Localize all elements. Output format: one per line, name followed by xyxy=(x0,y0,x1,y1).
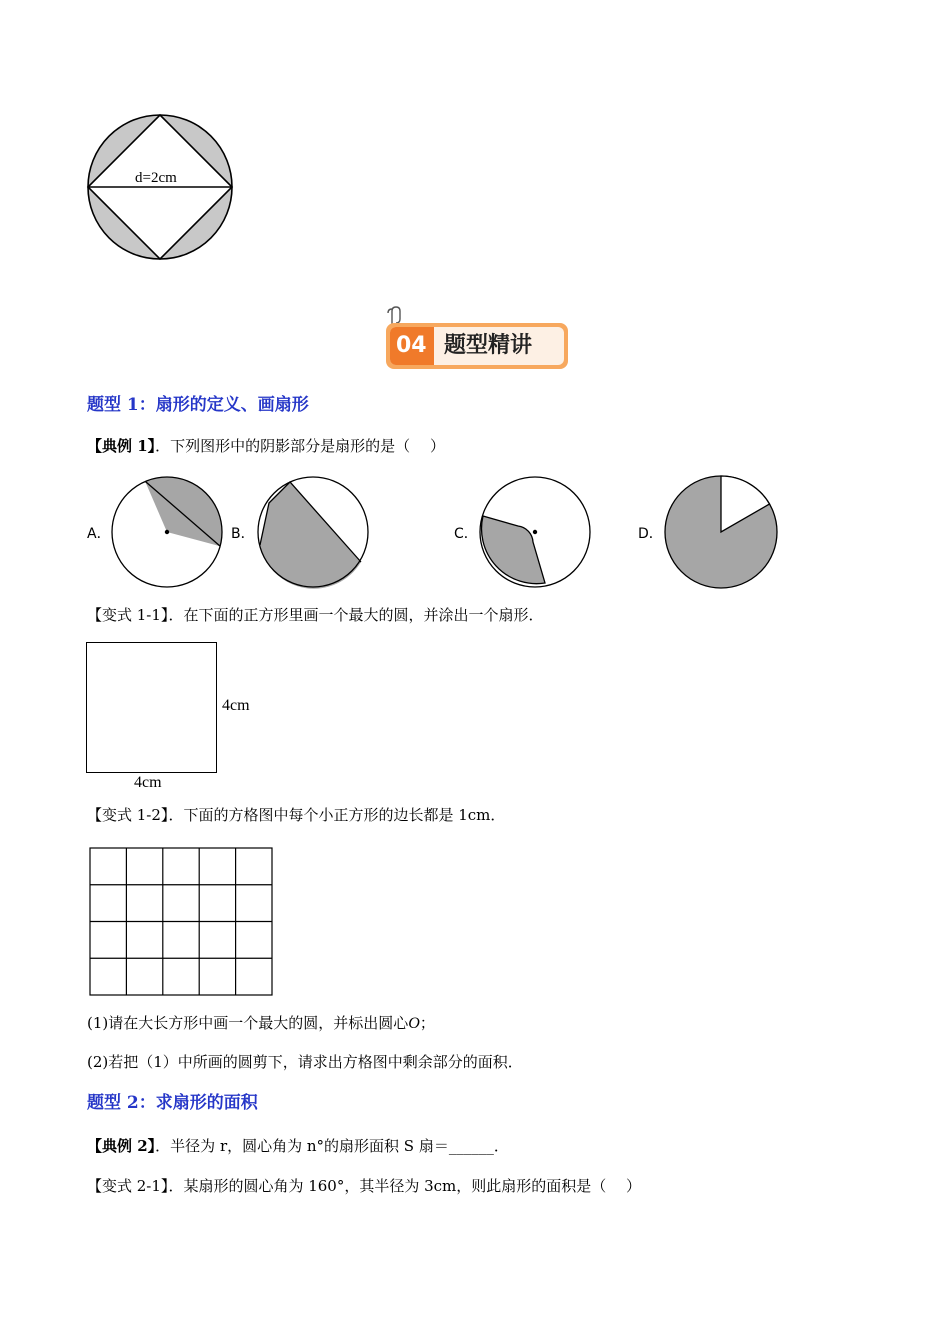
variant2-1-text: ．某扇形的圆心角为 160°，其半径为 3cm，则此扇形的面积是（ ） xyxy=(168,1177,642,1195)
option-a-label: A． xyxy=(87,526,111,542)
section-banner xyxy=(378,305,573,375)
q1-text: (1)请在大长方形中画一个最大的圆，并标出圆心 xyxy=(87,1014,409,1032)
example2-tag: 【典例 2】 xyxy=(87,1137,156,1155)
variant1-2-q2: (2)若把（1）中所画的圆剪下，请求出方格图中剩余部分的面积． xyxy=(87,1053,523,1071)
variant1-2-line xyxy=(87,805,505,825)
banner-number: 04 xyxy=(396,333,427,358)
variant1-2-q1 xyxy=(87,1013,435,1034)
section2-heading: 题型 2：求扇形的面积 xyxy=(87,1093,258,1113)
square-side-label: 4cm xyxy=(222,697,250,714)
section1-heading: 题型 1：扇形的定义、画扇形 xyxy=(87,395,309,415)
variant2-1-tag: 【变式 2-1】 xyxy=(87,1177,169,1195)
q1-end: ； xyxy=(419,1014,435,1032)
option-d-figure[interactable] xyxy=(662,473,780,591)
option-c-label: C． xyxy=(454,526,478,542)
example2-text: ．半径为 r，圆心角为 n°的扇形面积 S 扇＝______． xyxy=(155,1137,509,1155)
circle-square-figure xyxy=(85,112,237,264)
variant1-2-tag: 【变式 1-2】 xyxy=(87,806,169,824)
square-figure xyxy=(86,642,217,773)
example2-line xyxy=(87,1136,509,1156)
example1-tag: 【典例 1】 xyxy=(87,437,156,455)
option-b-label: B． xyxy=(231,526,255,542)
grid-figure xyxy=(89,847,274,997)
banner-title: 题型精讲 xyxy=(444,333,533,358)
option-a-figure[interactable] xyxy=(110,475,224,589)
square-bottom-label: 4cm xyxy=(134,774,162,791)
variant1-1-text: ．在下面的正方形里画一个最大的圆，并涂出一个扇形． xyxy=(168,606,544,624)
option-c-figure[interactable] xyxy=(478,475,592,589)
variant1-1-tag: 【变式 1-1】 xyxy=(87,606,169,624)
center-symbol: O xyxy=(408,1015,420,1032)
option-d-label: D． xyxy=(638,526,663,542)
variant1-2-text: ．下面的方格图中每个小正方形的边长都是 1cm． xyxy=(168,806,506,824)
example1-text: ．下列图形中的阴影部分是扇形的是（ ） xyxy=(155,437,445,455)
variant1-1-line xyxy=(87,605,543,625)
variant2-1-line xyxy=(87,1176,641,1196)
option-b-figure[interactable] xyxy=(256,475,370,589)
diameter-label: d=2cm xyxy=(135,170,177,186)
banner-inner xyxy=(390,327,564,365)
example1-line xyxy=(87,436,445,456)
